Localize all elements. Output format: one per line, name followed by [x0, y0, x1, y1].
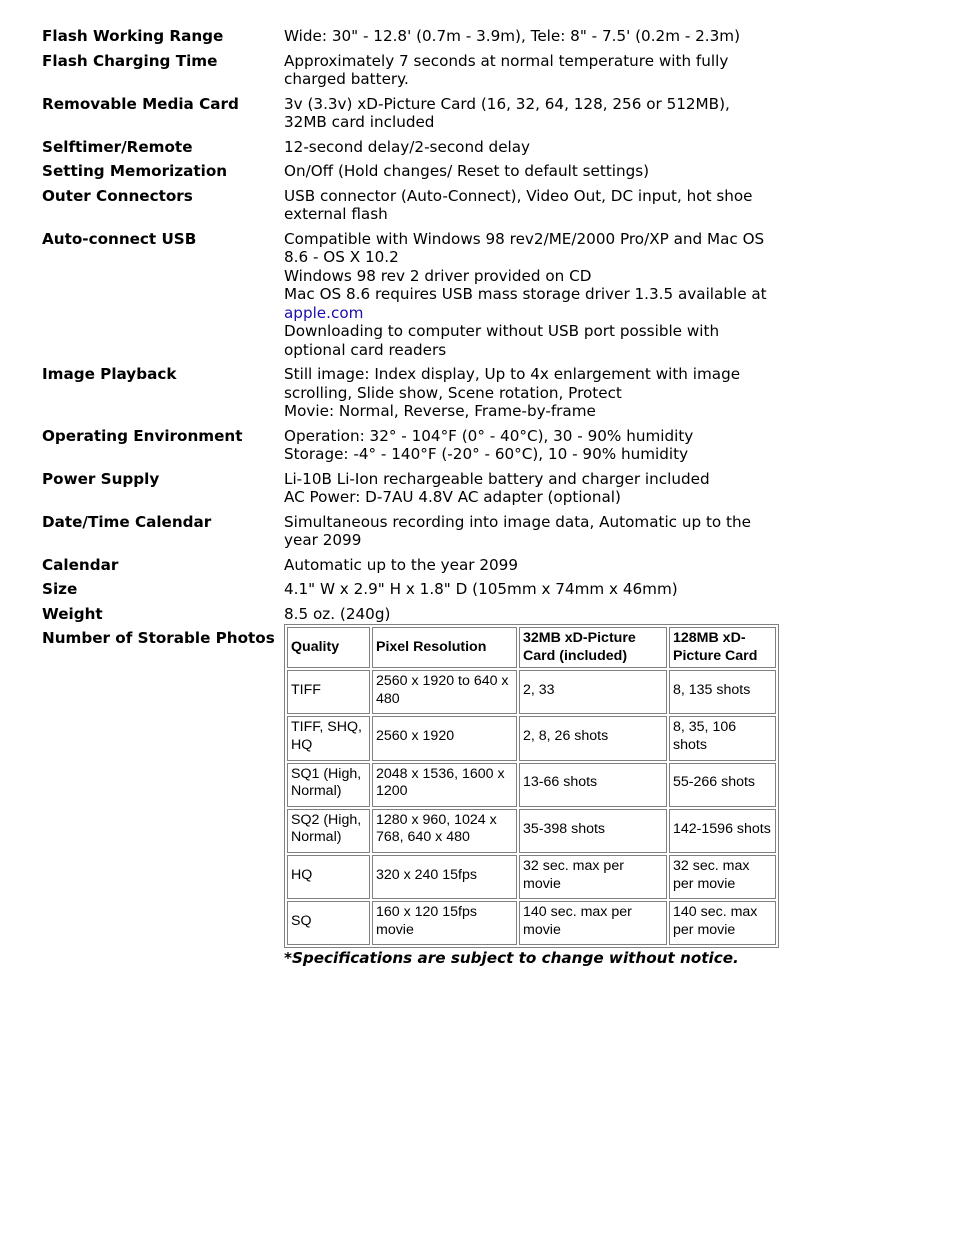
spec-value [283, 137, 786, 162]
table-cell: 2560 x 1920 [372, 716, 517, 760]
spec-value-line: Storage: -4° - 140°F (-20° - 60°C), 10 - 90% humidity [284, 445, 689, 463]
table-cell: 32 sec. max per movie [519, 855, 667, 899]
table-cell: 2, 8, 26 shots [519, 716, 667, 760]
storable-photos-table [284, 624, 779, 948]
spec-value [283, 469, 786, 512]
header-pixel-resolution: Pixel Resolution [372, 627, 517, 668]
spec-label: Outer Connectors [42, 186, 193, 205]
table-cell: 142-1596 shots [669, 809, 776, 853]
spec-value [283, 579, 786, 604]
spec-label: Removable Media Card [42, 94, 239, 113]
spec-row [36, 579, 786, 604]
spec-row [36, 469, 786, 512]
spec-value-line: On/Off (Hold changes/ Reset to default settings) [284, 162, 650, 180]
spec-value-line: 12-second delay/2-second delay [284, 137, 531, 156]
spec-value-line: Automatic up to the year 2099 [284, 555, 518, 574]
spec-label: Power Supply [42, 469, 160, 488]
spec-label: Date/Time Calendar [42, 512, 212, 531]
table-cell: 8, 35, 106 shots [669, 716, 776, 760]
table-cell: TIFF, SHQ, HQ [287, 716, 370, 760]
table-cell: 320 x 240 15fps [372, 855, 517, 899]
apple-link[interactable]: apple.com [284, 303, 364, 322]
spec-table-body [36, 26, 786, 973]
table-row [287, 809, 776, 853]
table-cell: SQ1 (High, Normal) [287, 763, 370, 807]
table-row [287, 716, 776, 760]
spec-row [36, 512, 786, 555]
spec-value-line: scrolling, Slide show, Scene rotation, Protect [284, 383, 622, 402]
table-cell: 35-398 shots [519, 809, 667, 853]
spec-row [36, 137, 786, 162]
spec-value-line: Windows 98 rev 2 driver provided on CD [284, 266, 592, 285]
table-row [287, 670, 776, 714]
spec-value-line: AC Power: D-7AU 4.8V AC adapter (optional) [284, 488, 621, 506]
spec-value-line: 32MB card included [284, 113, 435, 131]
disclaimer-note: *Specifications are subject to change without notice. [284, 949, 739, 968]
header-32mb-card: 32MB xD-Picture Card (included) [519, 627, 667, 668]
spec-row [36, 186, 786, 229]
spec-row [36, 94, 786, 137]
spec-value [283, 364, 786, 426]
spec-value-line: Mac OS 8.6 requires USB mass storage driver 1.3.5 available at [284, 285, 767, 303]
spec-row [36, 555, 786, 580]
spec-label: Selftimer/Remote [42, 137, 193, 156]
spec-value [283, 26, 786, 51]
table-cell: HQ [287, 855, 370, 899]
spec-value [283, 426, 786, 469]
spec-value-line: charged battery. [284, 70, 409, 88]
table-cell: SQ [287, 901, 370, 945]
photos-table-body [287, 670, 776, 945]
spec-value-line: year 2099 [284, 531, 362, 549]
table-cell: 55-266 shots [669, 763, 776, 807]
table-cell: 2560 x 1920 to 640 x 480 [372, 670, 517, 714]
spec-value [283, 512, 786, 555]
spec-row [36, 364, 786, 426]
spec-value [283, 94, 786, 137]
spec-value-line: Wide: 30" - 12.8' (0.7m - 3.9m), Tele: 8" - 7.5' (0.2m - 2.3m) [284, 27, 741, 45]
spec-label: Auto-connect USB [42, 229, 197, 248]
table-cell: 1280 x 960, 1024 x 768, 640 x 480 [372, 809, 517, 853]
spec-label: Flash Working Range [42, 27, 224, 45]
spec-label: Calendar [42, 555, 119, 574]
spec-value [283, 628, 786, 973]
spec-row [36, 229, 786, 365]
spec-value [283, 555, 786, 580]
table-row [287, 901, 776, 945]
table-cell: SQ2 (High, Normal) [287, 809, 370, 853]
spec-value-line: Operation: 32° - 104°F (0° - 40°C), 30 - 90% humidity [284, 426, 694, 445]
spec-value-line: optional card readers [284, 340, 447, 359]
spec-table [36, 26, 786, 973]
spec-row [36, 426, 786, 469]
spec-value-line: 4.1" W x 2.9" H x 1.8" D (105mm x 74mm x 46mm) [284, 580, 678, 598]
spec-value-line: external flash [284, 205, 388, 223]
spec-row [36, 161, 786, 186]
spec-value-line: Li-10B Li-Ion rechargeable battery and charger included [284, 469, 710, 488]
spec-value-line: Still image: Index display, Up to 4x enlargement with image [284, 365, 741, 383]
table-row [287, 763, 776, 807]
header-quality: Quality [287, 627, 370, 668]
spec-value-line: 3v (3.3v) xD-Picture Card (16, 32, 64, 128, 256 or 512MB), [284, 94, 730, 113]
spec-label: Operating Environment [42, 426, 243, 445]
spec-label: Number of Storable Photos [42, 629, 275, 647]
spec-value [283, 51, 786, 94]
spec-value-line: Compatible with Windows 98 rev2/ME/2000 Pro/XP and Mac OS [284, 229, 765, 248]
spec-value-line: Movie: Normal, Reverse, Frame-by-frame [284, 402, 596, 420]
spec-label: Size [42, 580, 78, 598]
table-cell: TIFF [287, 670, 370, 714]
spec-label: Weight [42, 604, 103, 623]
spec-value-line: 8.5 oz. (240g) [284, 604, 391, 623]
table-cell: 160 x 120 15fps movie [372, 901, 517, 945]
table-cell: 140 sec. max per movie [669, 901, 776, 945]
spec-value [283, 229, 786, 365]
spec-value [283, 186, 786, 229]
spec-label: Setting Memorization [42, 162, 228, 180]
spec-row-photos [36, 628, 786, 973]
spec-value [283, 161, 786, 186]
spec-label: Image Playback [42, 365, 177, 383]
table-cell: 32 sec. max per movie [669, 855, 776, 899]
photos-header-row [287, 627, 776, 668]
table-cell: 13-66 shots [519, 763, 667, 807]
spec-row [36, 26, 786, 51]
spec-value-line: 8.6 - OS X 10.2 [284, 248, 399, 266]
table-cell: 2, 33 [519, 670, 667, 714]
spec-value-line: Approximately 7 seconds at normal temperature with fully [284, 51, 729, 70]
spec-value-line: Downloading to computer without USB port possible with [284, 322, 720, 340]
spec-value-line: USB connector (Auto-Connect), Video Out, DC input, hot shoe [284, 186, 753, 205]
table-cell: 2048 x 1536, 1600 x 1200 [372, 763, 517, 807]
spec-value-line: Simultaneous recording into image data, Automatic up to the [284, 512, 751, 531]
header-128mb-card: 128MB xD-Picture Card [669, 627, 776, 668]
table-row [287, 855, 776, 899]
spec-row [36, 51, 786, 94]
spec-label: Flash Charging Time [42, 51, 218, 70]
table-cell: 8, 135 shots [669, 670, 776, 714]
table-cell: 140 sec. max per movie [519, 901, 667, 945]
